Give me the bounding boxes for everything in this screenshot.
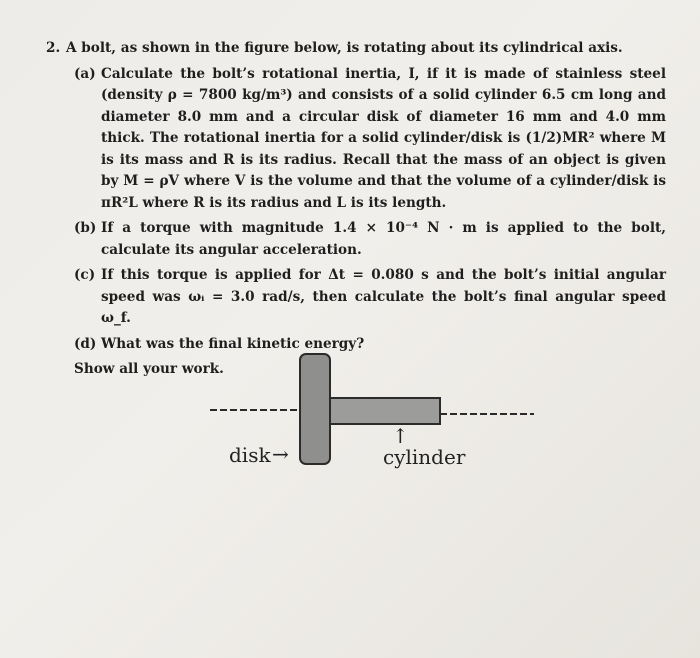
part-d-text: What was the final kinetic energy? — [101, 335, 365, 352]
part-c-text: If this torque is applied for Δt = 0.080 s and the bolt’s initial angular speed was ωᵢ = 3.0 rad/s, then calculate the bolt’s final angular speed ω_f. — [101, 267, 666, 326]
disk-label: disk — [229, 443, 271, 467]
part-c-label: (c) — [74, 267, 96, 283]
part-a-label: (a) — [74, 65, 96, 82]
part-b-text: If a torque with magnitude 1.4 × 10⁻⁴ N · m is applied to the bolt, calculate its angular acceleration. — [101, 220, 666, 258]
part-b-label: (b) — [74, 220, 97, 236]
show-work-instruction: Show all your work. — [74, 361, 224, 377]
cylinder-arrow-icon: ↑ — [392, 424, 409, 448]
problem-intro: A bolt, as shown in the figure below, is rotating about its cylindrical axis. — [66, 40, 623, 56]
part-d-label: (d) — [74, 335, 97, 352]
part-a-text: Calculate the bolt’s rotational inertia, I, if it is made of stainless steel (density ρ = 7800 kg/m³) and consists of a solid cylinder 6.5 cm long and diameter 8.0 mm and a circular disk of diameter 16 mm and 4.0 mm thick. The rotational inertia for a solid cylinder/disk is (1/2)MR² where M is its mass and R is its radius. Recall that the mass of an object is given by M = ρV where V is the volume and that the volume of a cylinder/disk is πR²L where R is its radius and L is its length. — [101, 65, 666, 211]
cylinder-label: cylinder — [383, 445, 466, 469]
disk-arrow-icon: → — [272, 442, 289, 466]
problem-number: 2. — [46, 40, 61, 56]
bolt-cylinder — [330, 398, 440, 424]
bolt-disk — [300, 354, 330, 464]
